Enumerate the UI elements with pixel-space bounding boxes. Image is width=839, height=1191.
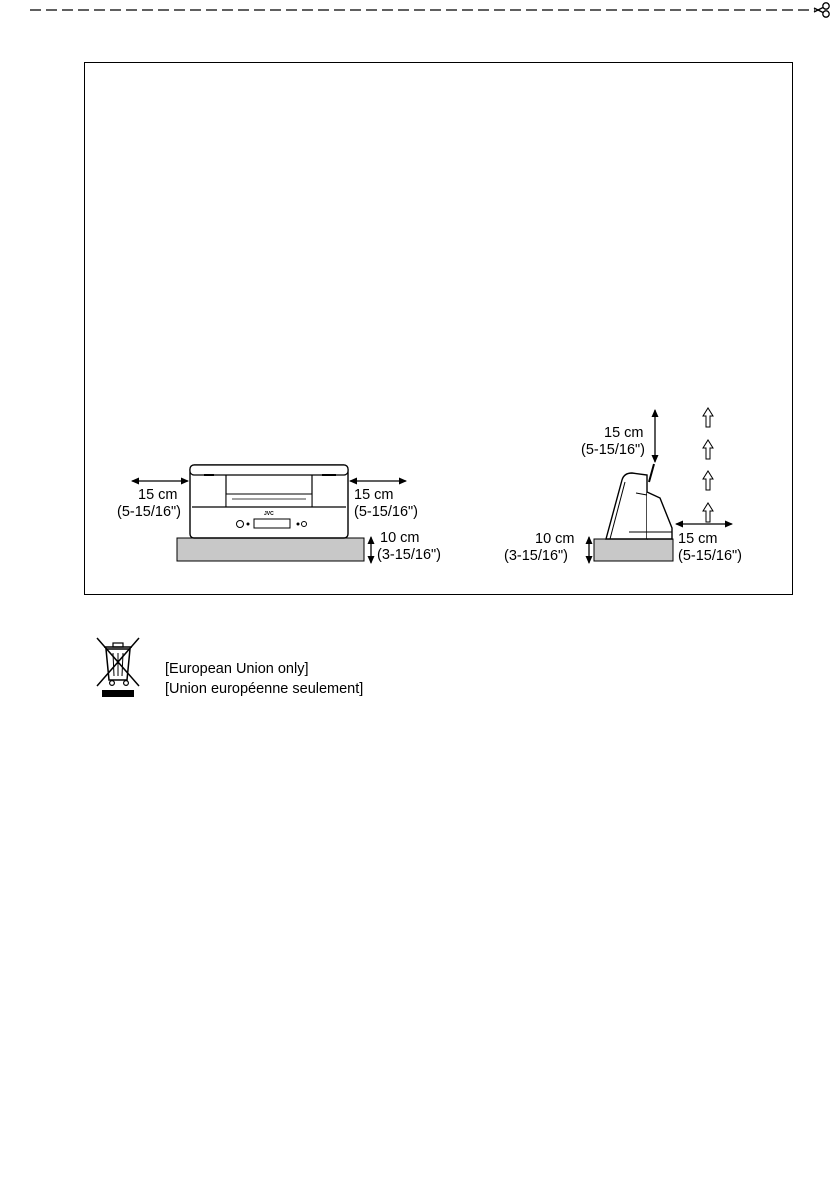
- side-bottom-gap-imperial: (3-15/16"): [504, 548, 568, 564]
- side-bottom-gap-label: 10 cm: [535, 531, 575, 547]
- ventilation-diagram: [84, 62, 793, 595]
- svg-text:JVC: JVC: [264, 511, 274, 517]
- cut-line: [0, 0, 839, 30]
- side-top-gap-imperial: (5-15/16"): [581, 442, 645, 458]
- front-right-gap-label: 15 cm: [354, 487, 394, 503]
- side-rear-gap-imperial: (5-15/16"): [678, 548, 742, 564]
- eu-notice-english: [European Union only]: [165, 661, 309, 677]
- side-stand: [594, 539, 673, 561]
- front-unit: [190, 465, 348, 538]
- scissors-icon: [814, 3, 829, 17]
- eu-notice-french: [Union européenne seulement]: [165, 681, 364, 697]
- front-stand: [177, 538, 364, 561]
- side-top-gap-label: 15 cm: [604, 425, 644, 441]
- side-view-figure: [504, 408, 742, 564]
- front-view-figure: [117, 465, 441, 563]
- side-rear-gap-label: 15 cm: [678, 531, 718, 547]
- front-left-gap-label: 15 cm: [138, 487, 178, 503]
- front-bottom-gap-imperial: (3-15/16"): [377, 547, 441, 563]
- airflow-arrows-icon: [703, 408, 713, 522]
- front-right-gap-imperial: (5-15/16"): [354, 504, 418, 520]
- crossed-out-wheelie-bin-icon: [95, 636, 141, 700]
- front-bottom-gap-label: 10 cm: [380, 530, 420, 546]
- front-left-gap-imperial: (5-15/16"): [117, 504, 181, 520]
